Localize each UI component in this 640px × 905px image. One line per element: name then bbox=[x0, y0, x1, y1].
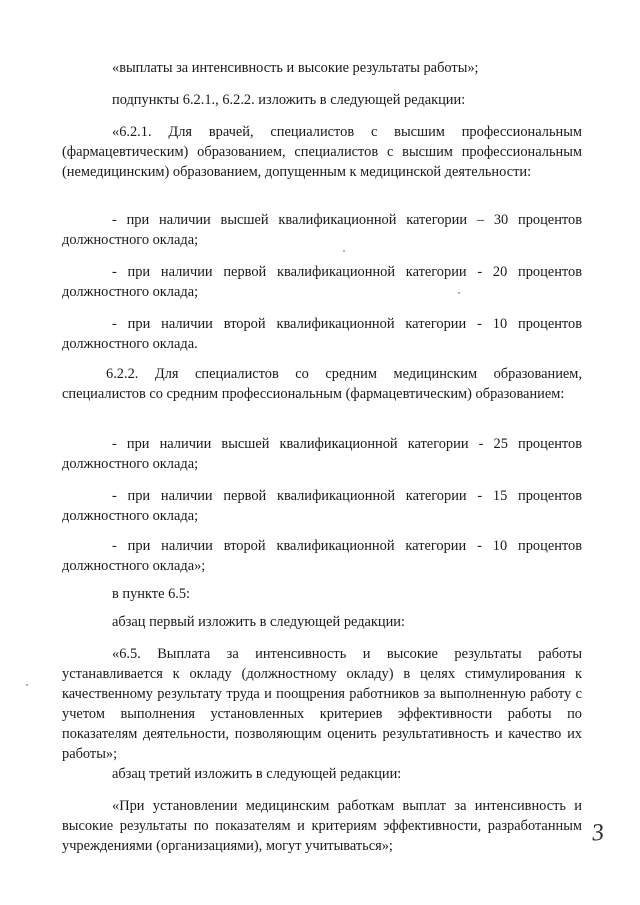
paragraph-final-quote: «При установлении медицинским работкам выплат за интенсивность и высокие результаты по показателям и критериям эффективности, разработанным учреждениями (организациями), могут учитываться»; bbox=[62, 798, 582, 854]
scan-speck bbox=[26, 684, 28, 686]
paragraph-6-2-1: «6.2.1. Для врачей, специалистов с высшим профессиональным (фармацевтическим) образованием, специалистов с высшим профессиональным (немедицинским) образованием, допущенным к медицинской деятельности: bbox=[62, 124, 582, 180]
paragraph-first-para-intro: абзац первый изложить в следующей редакции: bbox=[112, 614, 406, 630]
document-page bbox=[62, 0, 582, 905]
paragraph-6-2-2: 6.2.2. Для специалистов со средним медицинским образованием, специалистов со средним профессиональным (фармацевтическим) образованием: bbox=[62, 366, 582, 402]
paragraph-6-2-2-first: - при наличии первой квалификационной категории - 15 процентов должностного оклада; bbox=[62, 488, 582, 524]
paragraph-quote-title: «выплаты за интенсивность и высокие результаты работы»; bbox=[112, 60, 479, 76]
paragraph-subitems-intro: подпункты 6.2.1., 6.2.2. изложить в следующей редакции: bbox=[112, 92, 466, 108]
scan-speck bbox=[458, 292, 460, 294]
paragraph-6-2-1-first: - при наличии первой квалификационной категории - 20 процентов должностного оклада; bbox=[62, 264, 582, 300]
scan-speck bbox=[343, 250, 345, 252]
paragraph-third-para-intro: абзац третий изложить в следующей редакции: bbox=[112, 766, 402, 782]
paragraph-6-2-1-second: - при наличии второй квалификационной категории - 10 процентов должностного оклада. bbox=[62, 316, 582, 352]
paragraph-6-5: «6.5. Выплата за интенсивность и высокие результаты работы устанавливается к окладу (должностному окладу) в целях стимулирования к качественному результату труда и поощрения работников за выполненную работу с учетом выполнения установленных критериев эффективности работы по показателям деятельности, позволяющим оценить результативность и качество их работы»; bbox=[62, 646, 582, 762]
paragraph-6-2-1-highest: - при наличии высшей квалификационной категории – 30 процентов должностного оклада; bbox=[62, 212, 582, 248]
paragraph-point-6-5: в пункте 6.5: bbox=[112, 586, 191, 602]
handwritten-page-number: 3 bbox=[590, 819, 606, 847]
paragraph-6-2-2-highest: - при наличии высшей квалификационной категории - 25 процентов должностного оклада; bbox=[62, 436, 582, 472]
paragraph-6-2-2-second: - при наличии второй квалификационной категории - 10 процентов должностного оклада»; bbox=[62, 538, 582, 574]
